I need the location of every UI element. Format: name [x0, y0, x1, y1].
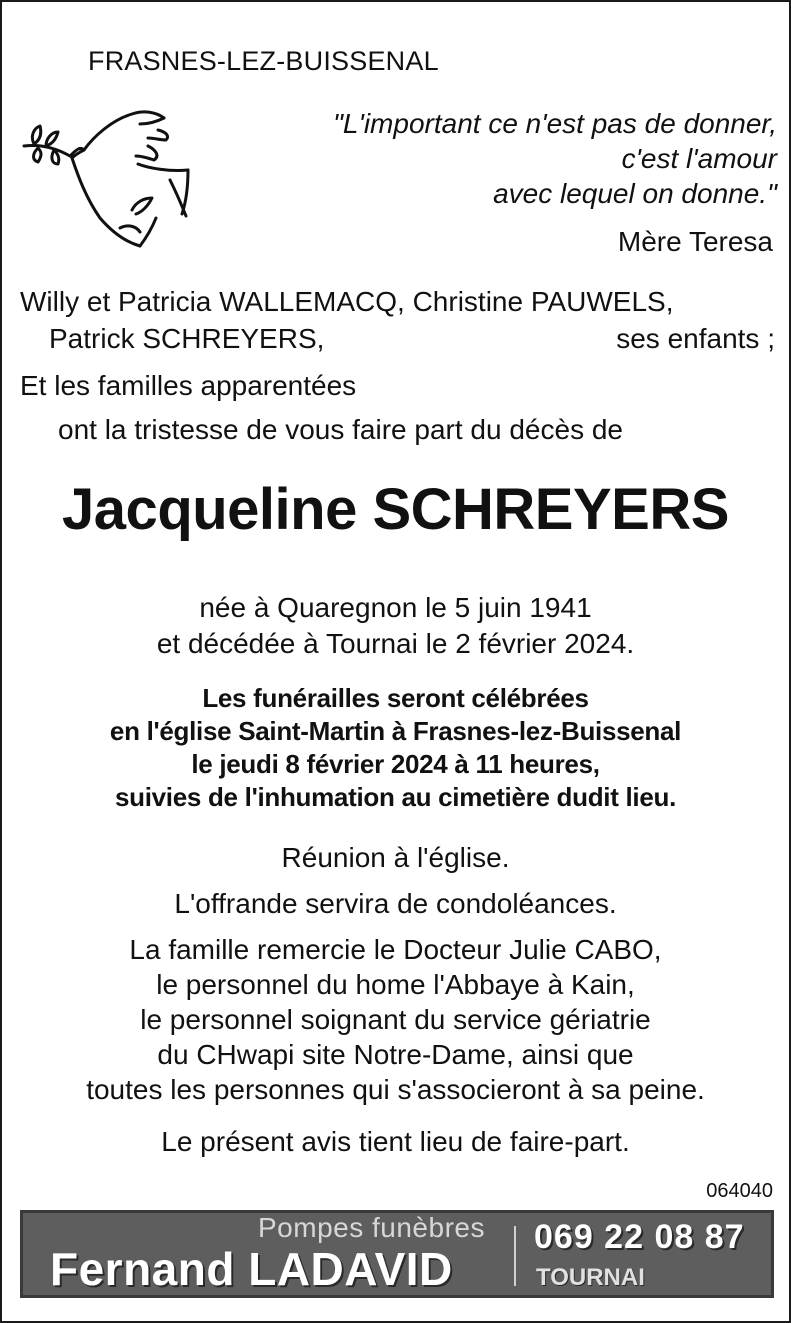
meeting-note: Réunion à l'église.	[281, 842, 510, 873]
dove-icon	[20, 106, 198, 252]
funeral-line: suivies de l'inhumation au cimetière dudit lieu.	[114, 782, 676, 812]
thanks-line: toutes les personnes qui s'associeront à sa peine.	[86, 1074, 705, 1105]
quote-line: avec lequel on donne."	[493, 178, 777, 209]
birth-death-dates	[2, 590, 789, 662]
family-line: Patrick SCHREYERS,	[49, 323, 325, 354]
family-line: Et les familles apparentées	[20, 370, 357, 401]
funeral-home-name: Fernand LADAVID	[50, 1243, 453, 1295]
quote-line: "L'important ce n'est pas de donner,	[332, 108, 777, 139]
notice-line: Le présent avis tient lieu de faire-part.	[161, 1126, 630, 1157]
family-line: Willy et Patricia WALLEMACQ, Christine PAUWELS,	[20, 286, 674, 317]
funeral-home-banner	[20, 1210, 774, 1298]
funeral-line: en l'église Saint-Martin à Frasnes-lez-Buissenal	[109, 716, 682, 746]
offering-note: L'offrande servira de condoléances.	[174, 888, 617, 919]
thanks-line: du CHwapi site Notre-Dame, ainsi que	[157, 1039, 634, 1070]
funeral-line: le jeudi 8 février 2024 à 11 heures,	[191, 749, 600, 779]
deceased-name: Jacqueline SCHREYERS	[62, 477, 729, 542]
quote-author: Mère Teresa	[617, 226, 773, 257]
funeral-line: Les funérailles seront célébrées	[202, 683, 589, 713]
thanks-line: le personnel du home l'Abbaye à Kain,	[156, 969, 635, 1000]
reference-number: 064040	[706, 1180, 773, 1202]
thanks-text	[2, 932, 789, 1107]
banner-subtitle: Pompes funèbres	[258, 1212, 485, 1243]
family-relation: ses enfants ;	[616, 323, 775, 354]
thanks-line: La famille remercie le Docteur Julie CABO,	[129, 934, 662, 965]
quote-line: c'est l'amour	[621, 143, 777, 174]
death-line: et décédée à Tournai le 2 février 2024.	[156, 628, 635, 659]
funeral-home-city: TOURNAI	[536, 1264, 645, 1291]
banner-divider	[514, 1226, 516, 1286]
quote-text	[333, 106, 777, 211]
location-heading: FRASNES-LEZ-BUISSENAL	[88, 46, 439, 76]
birth-line: née à Quaregnon le 5 juin 1941	[199, 592, 592, 623]
funeral-details	[2, 682, 789, 814]
funeral-home-phone: 069 22 08 87	[534, 1218, 745, 1256]
thanks-line: le personnel soignant du service gériatrie	[140, 1004, 651, 1035]
announcement-line: ont la tristesse de vous faire part du décès de	[58, 414, 623, 445]
